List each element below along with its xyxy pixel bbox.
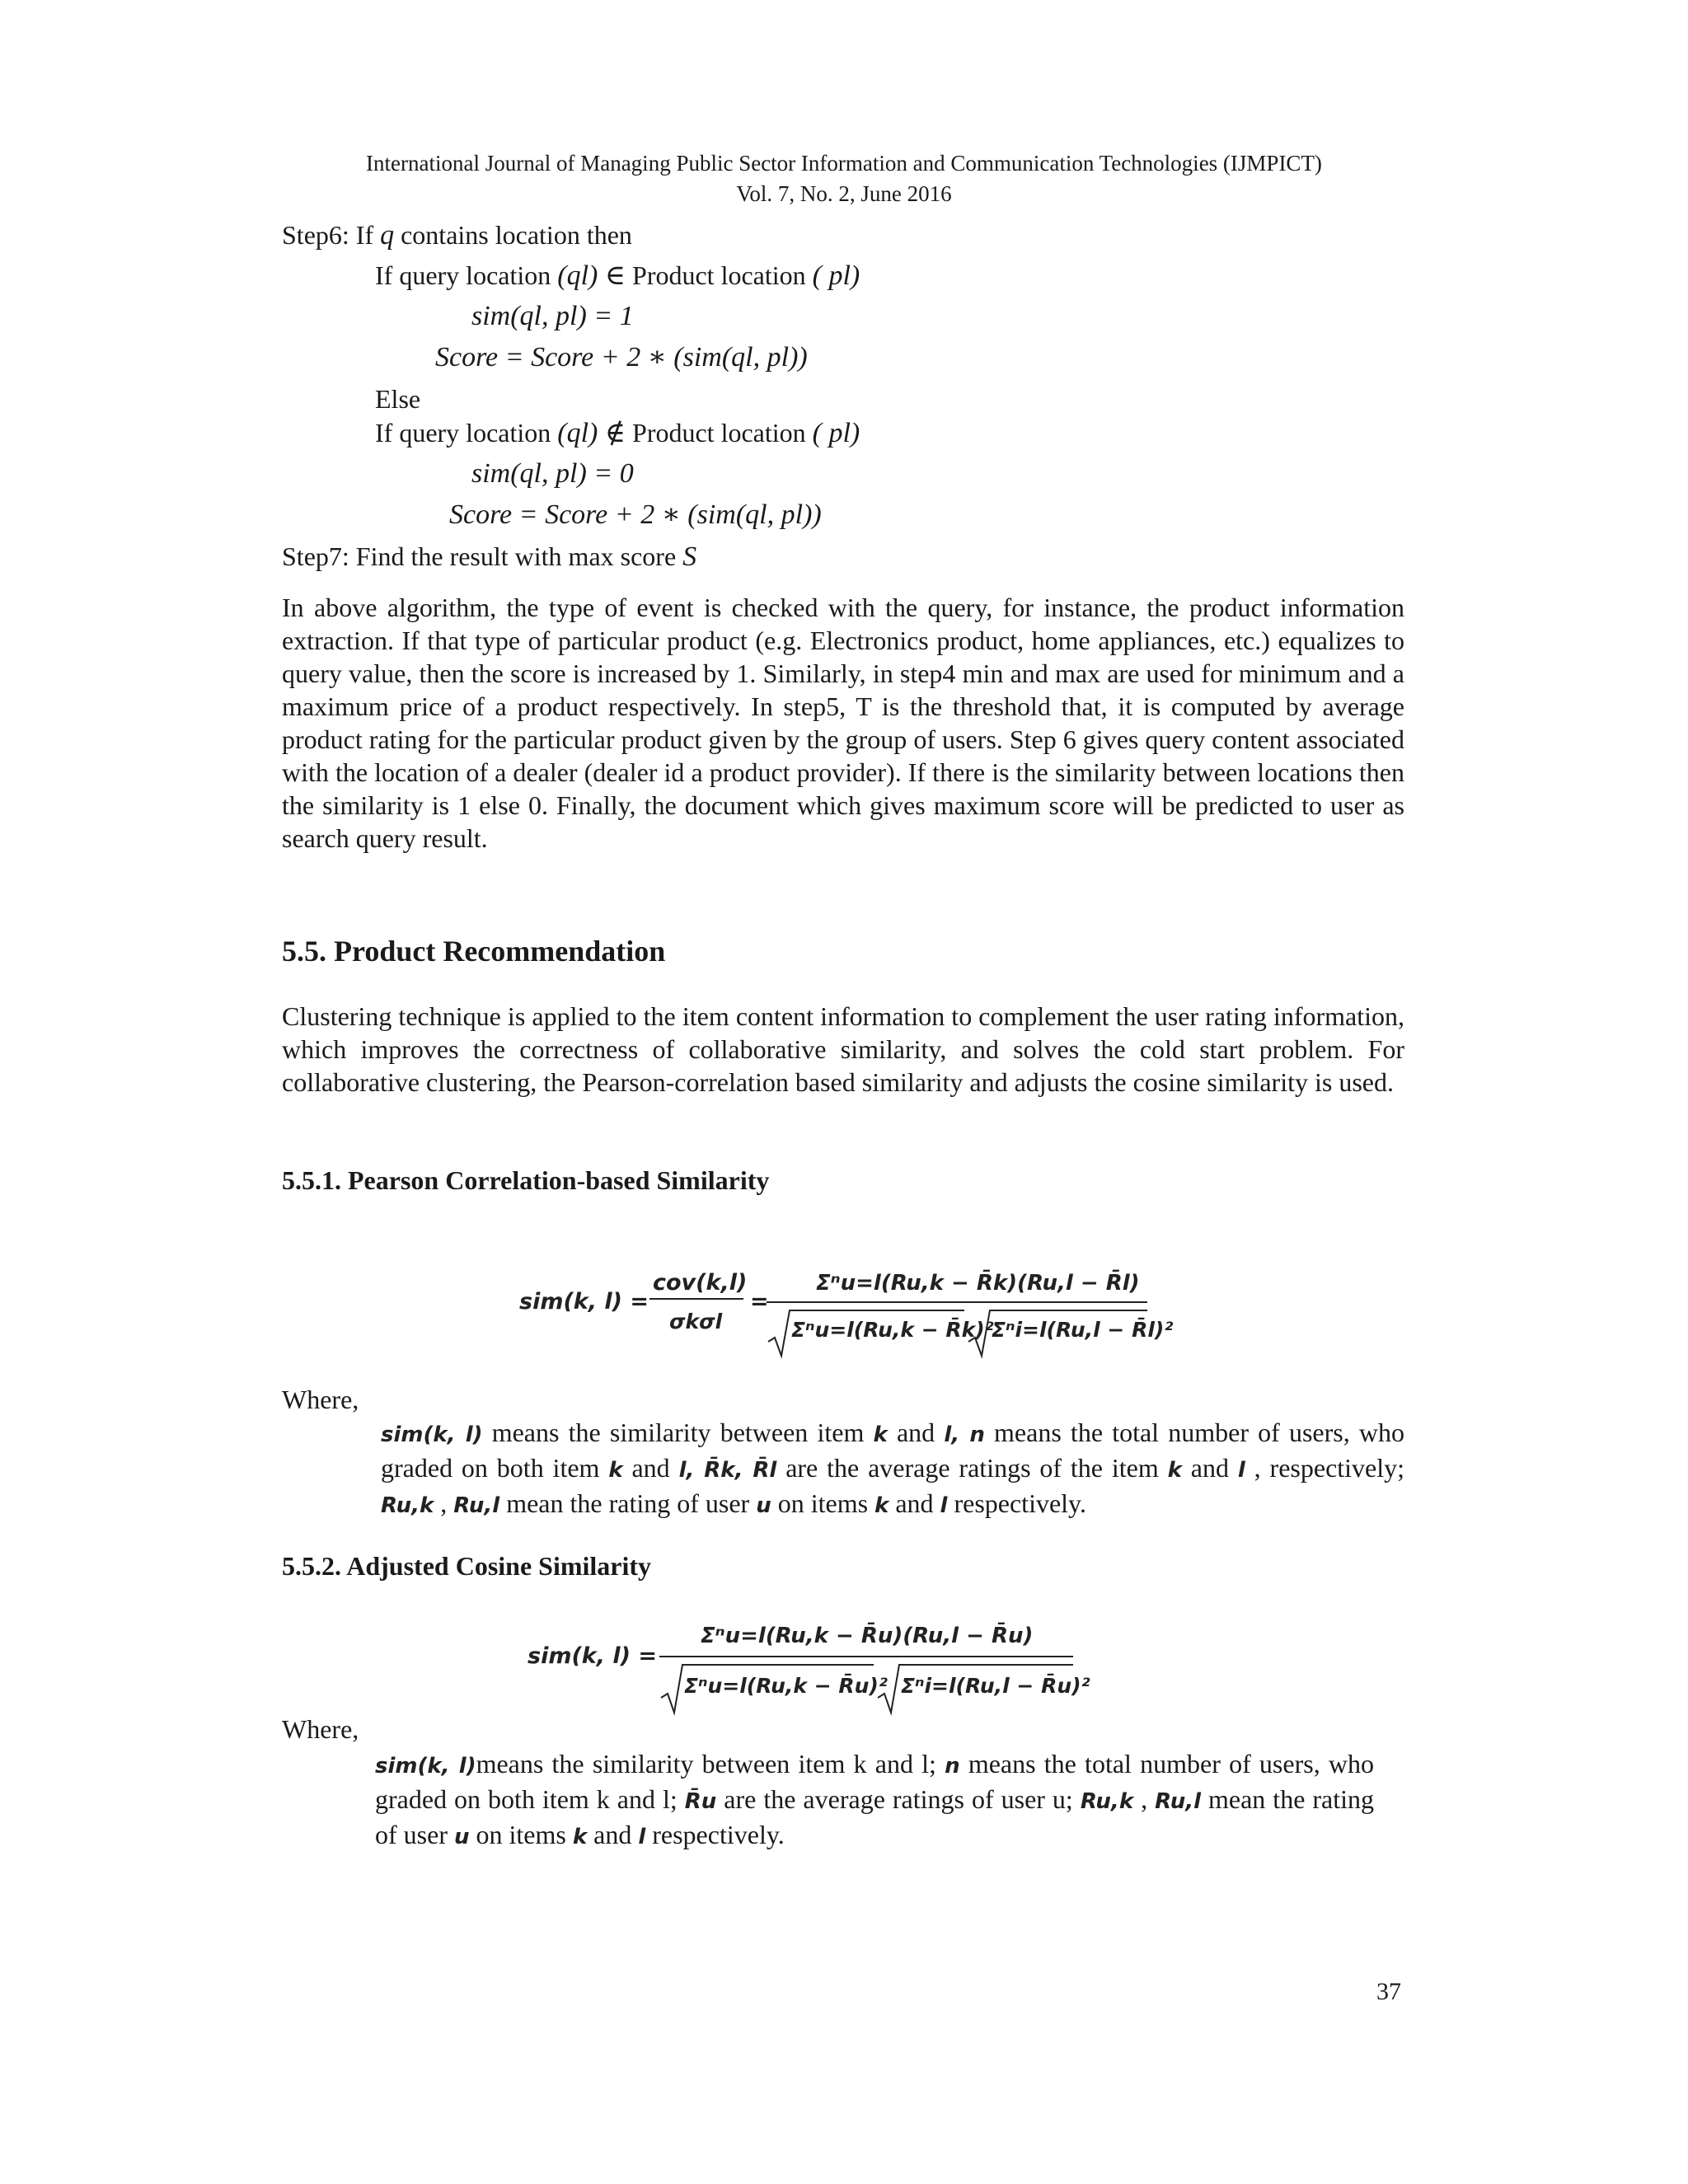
if-in-ql: (ql) ∈ <box>557 260 626 291</box>
algo-sim-one: sim(ql, pl) = 1 <box>471 301 634 331</box>
if-notin-prefix: If query location <box>375 418 558 448</box>
algo-score-zero: Score = Score + 2 ∗ (sim(ql, pl)) <box>449 499 822 530</box>
step6-var: q <box>380 220 395 251</box>
w2-t7: and <box>587 1820 639 1849</box>
w2-ru: R̄u <box>684 1789 717 1814</box>
pearson-equation <box>511 1253 1174 1368</box>
eq1-cov: cov(k,l) <box>653 1270 748 1296</box>
w2-rul: Ru,l <box>1155 1789 1202 1814</box>
eq1-denominator-2: Σⁿi=l(Ru,l − R̄l)² <box>992 1318 1174 1342</box>
w2-t6: on items <box>469 1820 573 1849</box>
w1-t5: are the average ratings of the item <box>776 1453 1168 1483</box>
section-heading-5-5: 5.5. Product Recommendation <box>282 935 666 968</box>
running-header <box>0 148 1688 209</box>
section-heading-5-5-1: 5.5.1. Pearson Correlation-based Similarity <box>282 1165 770 1195</box>
if-notin-pl: ( pl) <box>812 418 860 448</box>
paragraph-algorithm-explanation: In above algorithm, the type of event is checked with the query, for instance, the product information extraction. If that type of particular product (e.g. Electronics product, home appliances, etc.) equalizes to query value, then the score is increased by 1. Similarly, in step4 min and max are used for minimum and a maximum price of a product respectively. In step5, T is the threshold that, it is computed by average product rating for the particular product given by the group of users. Step 6 gives query content associated with the location of a dealer (dealer id a product provider). If there is the similarity between locations then the similarity is 1 else 0. Finally, the document which gives maximum score will be predicted to user as search query result. <box>282 593 1404 853</box>
w2-ruk: Ru,k <box>1080 1789 1134 1814</box>
w1-rul: Ru,l <box>453 1493 500 1518</box>
journal-volume: Vol. 7, No. 2, June 2016 <box>736 181 952 206</box>
step6-suffix: contains location then <box>394 220 632 250</box>
w1-sim: sim(k, l) <box>381 1422 483 1447</box>
if-notin-mid: Product location <box>626 418 813 448</box>
algo-if-in <box>375 259 860 293</box>
w1-t3: means the total number of users, who graded on both item <box>381 1418 1404 1483</box>
w1-l4: l <box>940 1493 948 1518</box>
algo-step7 <box>282 540 696 574</box>
where-description-1 <box>381 1416 1404 1522</box>
w2-t5: mean the rating of user <box>375 1784 1375 1849</box>
w1-t1: means the similarity between item <box>482 1418 874 1447</box>
w2-k: k <box>572 1825 588 1849</box>
w1-ruk: Ru,k <box>381 1493 434 1518</box>
w2-t8: respectively. <box>645 1820 785 1849</box>
algo-score-one: Score = Score + 2 ∗ (sim(ql, pl)) <box>435 342 808 373</box>
where-description-2 <box>375 1747 1374 1854</box>
algo-else: Else <box>375 384 421 414</box>
algo-if-notin <box>375 416 860 450</box>
eq1-sigma: σkσl <box>669 1310 723 1333</box>
eq2-denominator-2: Σⁿi=l(Ru,l − R̄u)² <box>901 1674 1090 1698</box>
w2-t2: means the total number of users, who graded on both item k and l; <box>375 1749 1374 1814</box>
w1-k2: k <box>608 1458 623 1483</box>
w1-t6: and <box>1181 1453 1238 1483</box>
eq1-lhs: sim(k, l) = <box>519 1289 649 1315</box>
if-in-pl: ( pl) <box>812 260 860 291</box>
step7-var: S <box>682 541 697 572</box>
where-label-1: Where, <box>282 1385 359 1414</box>
w1-k3: k <box>1167 1458 1182 1483</box>
step6-prefix: Step6: If <box>282 220 381 250</box>
w1-t10: on items <box>771 1488 875 1518</box>
w2-l: l <box>638 1825 646 1849</box>
eq2-numerator: Σⁿu=l(Ru,k − R̄u)(Ru,l − R̄u) <box>701 1624 1034 1648</box>
if-in-prefix: If query location <box>375 260 558 290</box>
w1-r: R̄k, R̄l <box>694 1458 777 1483</box>
w2-t4: , <box>1133 1784 1156 1814</box>
page-number: 37 <box>1376 1978 1401 2005</box>
w2-u: u <box>453 1825 470 1849</box>
w1-t9: mean the rating of user <box>499 1488 757 1518</box>
journal-title: International Journal of Managing Public Sector Information and Communication Technologies (IJMPICT) <box>366 151 1322 176</box>
algo-step6 <box>282 218 632 252</box>
w2-t1: means the similarity between item k and l; <box>476 1749 945 1779</box>
w1-l3: l <box>1237 1458 1245 1483</box>
w1-t7: , respectively; <box>1245 1453 1405 1483</box>
w1-t12: respectively. <box>947 1488 1086 1518</box>
w2-t3: are the average ratings of user u; <box>716 1784 1081 1814</box>
w1-l: l, n <box>944 1422 985 1447</box>
w2-sim: sim(k, l) <box>375 1754 476 1779</box>
eq1-equals: = <box>750 1289 769 1315</box>
w2-n: n <box>945 1754 960 1779</box>
paragraph-clustering: Clustering technique is applied to the item content information to complement the user rating information, which improves the correctness of collaborative similarity, and solves the cold start problem. For collaborative clustering, the Pearson-correlation based similarity and adjusts the cosine similarity is used. <box>282 1001 1404 1097</box>
w1-t2: and <box>887 1418 945 1447</box>
eq1-denominator-1: Σⁿu=l(Ru,k − R̄k)² <box>791 1318 994 1342</box>
eq2-lhs: sim(k, l) = <box>528 1643 658 1669</box>
section-heading-5-5-2: 5.5.2. Adjusted Cosine Similarity <box>282 1551 652 1581</box>
w1-t4: and <box>622 1453 679 1483</box>
w1-l2: l, <box>678 1458 695 1483</box>
adjusted-cosine-equation <box>519 1607 1090 1722</box>
w1-t11: and <box>889 1488 940 1518</box>
w1-t8: , <box>434 1488 454 1518</box>
step7-text: Step7: Find the result with max score <box>282 541 683 571</box>
eq2-denominator-1: Σⁿu=l(Ru,k − R̄u)² <box>684 1674 888 1698</box>
w1-u: u <box>756 1493 771 1518</box>
if-notin-ql: (ql) ∉ <box>557 418 626 448</box>
algo-sim-zero: sim(ql, pl) = 0 <box>471 458 634 489</box>
if-in-mid: Product location <box>626 260 813 290</box>
w1-k4: k <box>874 1493 889 1518</box>
where-label-2: Where, <box>282 1714 359 1744</box>
eq1-numerator: Σⁿu=l(Ru,k − R̄k)(Ru,l − R̄l) <box>816 1271 1140 1296</box>
w1-k: k <box>873 1422 888 1447</box>
